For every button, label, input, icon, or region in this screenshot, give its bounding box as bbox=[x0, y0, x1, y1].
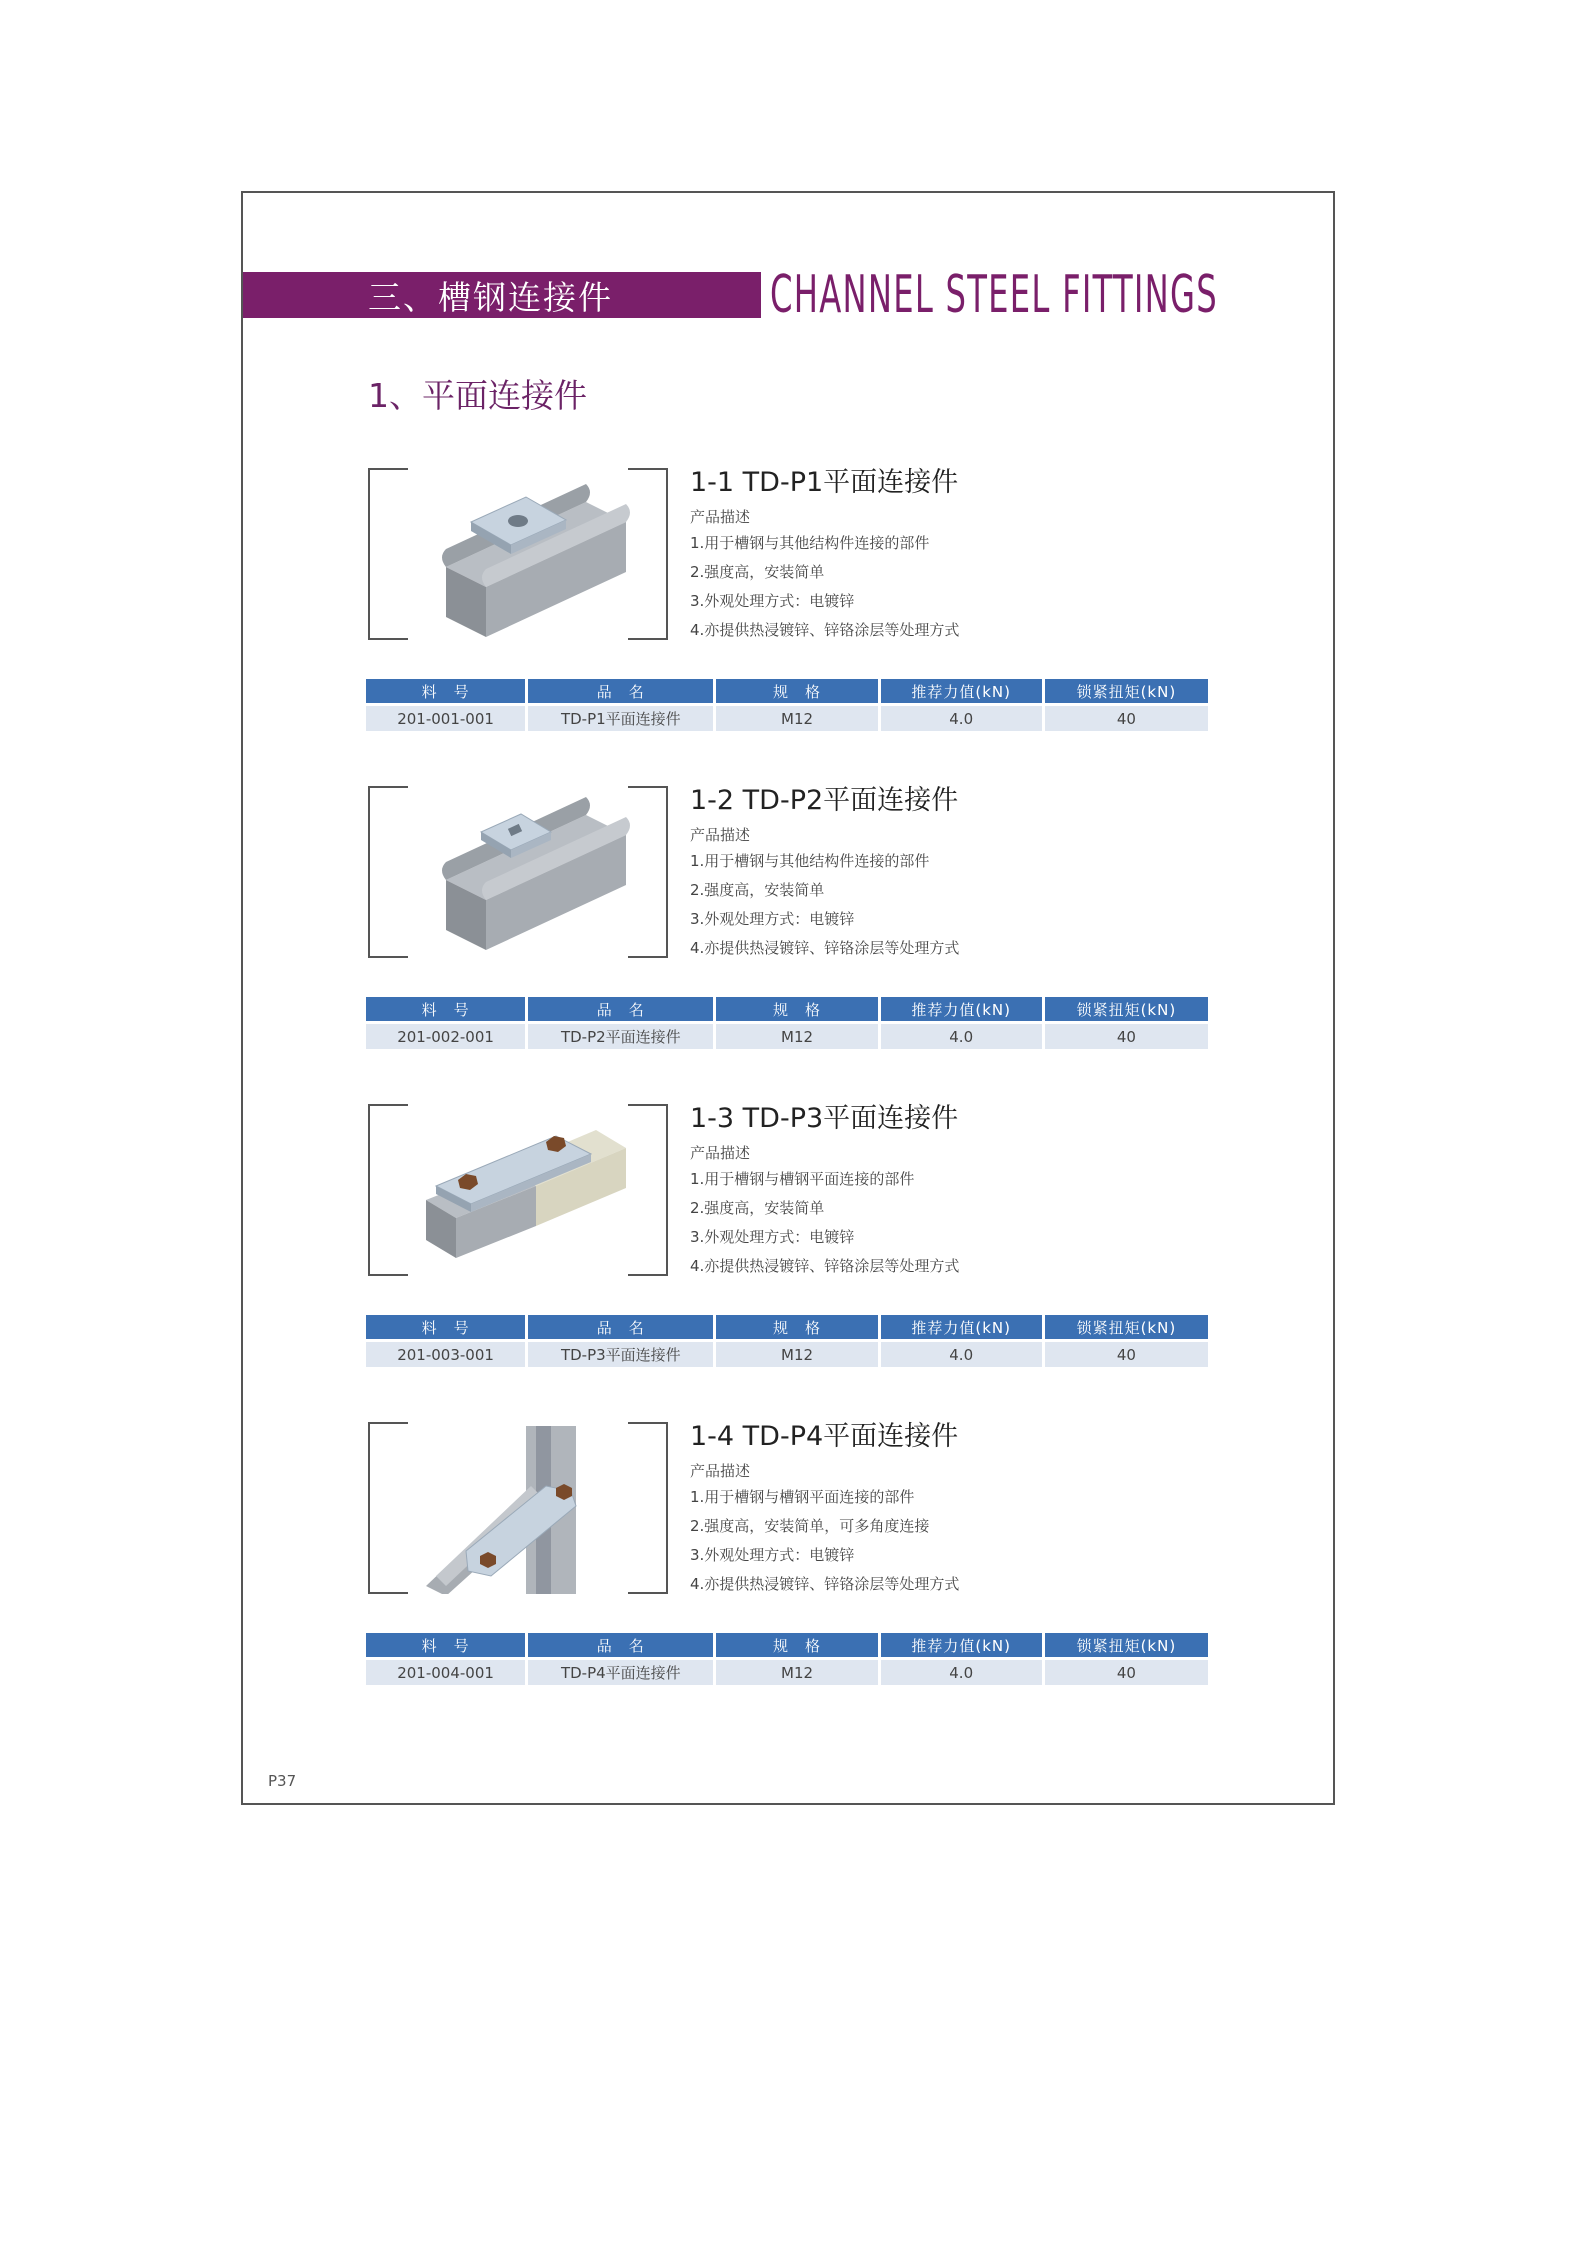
spec-table bbox=[363, 676, 1211, 734]
col-torque: 锁紧扭矩(kN) bbox=[1045, 679, 1208, 703]
col-name: 品 名 bbox=[528, 997, 713, 1021]
cell-torque: 40 bbox=[1045, 1342, 1208, 1367]
col-part-no: 料 号 bbox=[366, 997, 525, 1021]
product-desc-heading: 产品描述 bbox=[690, 1144, 751, 1162]
spec-table bbox=[363, 1630, 1211, 1688]
col-force: 推荐力值(kN) bbox=[881, 1633, 1042, 1657]
desc-item: 4.亦提供热浸镀锌、锌铬涂层等处理方式 bbox=[690, 1575, 960, 1593]
product-desc-heading: 产品描述 bbox=[690, 826, 751, 844]
banner-title-cn: 三、槽钢连接件 bbox=[368, 277, 613, 317]
desc-item: 4.亦提供热浸镀锌、锌铬涂层等处理方式 bbox=[690, 621, 960, 639]
product-image bbox=[406, 1426, 632, 1594]
col-spec: 规 格 bbox=[716, 679, 877, 703]
col-force: 推荐力值(kN) bbox=[881, 997, 1042, 1021]
col-name: 品 名 bbox=[528, 1633, 713, 1657]
spec-header-row bbox=[366, 997, 1208, 1021]
spec-row bbox=[366, 1342, 1208, 1367]
bracket-right bbox=[628, 1422, 668, 1594]
product-title: 1-2 TD-P2平面连接件 bbox=[690, 785, 959, 816]
spec-row bbox=[366, 706, 1208, 731]
desc-item: 4.亦提供热浸镀锌、锌铬涂层等处理方式 bbox=[690, 1257, 960, 1275]
cell-name: TD-P1平面连接件 bbox=[528, 706, 713, 731]
product-desc-heading: 产品描述 bbox=[690, 508, 751, 526]
product-card bbox=[366, 468, 1212, 768]
cell-name: TD-P2平面连接件 bbox=[528, 1024, 713, 1049]
col-part-no: 料 号 bbox=[366, 679, 525, 703]
cell-part-no: 201-002-001 bbox=[366, 1024, 525, 1049]
col-name: 品 名 bbox=[528, 679, 713, 703]
cell-name: TD-P3平面连接件 bbox=[528, 1342, 713, 1367]
spec-table bbox=[363, 1312, 1211, 1370]
col-spec: 规 格 bbox=[716, 1315, 877, 1339]
col-name: 品 名 bbox=[528, 1315, 713, 1339]
cell-spec: M12 bbox=[716, 1024, 877, 1049]
banner-title-en: CHANNEL STEEL FITTINGS bbox=[770, 265, 1218, 325]
desc-item: 3.外观处理方式：电镀锌 bbox=[690, 1546, 855, 1564]
bracket-right bbox=[628, 786, 668, 958]
product-title: 1-4 TD-P4平面连接件 bbox=[690, 1421, 959, 1452]
cell-force: 4.0 bbox=[881, 1660, 1042, 1685]
cell-torque: 40 bbox=[1045, 1660, 1208, 1685]
desc-item: 1.用于槽钢与槽钢平面连接的部件 bbox=[690, 1170, 915, 1188]
section-title: 1、平面连接件 bbox=[368, 376, 587, 415]
cell-spec: M12 bbox=[716, 706, 877, 731]
desc-item: 1.用于槽钢与其他结构件连接的部件 bbox=[690, 852, 930, 870]
section-banner bbox=[243, 272, 761, 318]
spec-row bbox=[366, 1660, 1208, 1685]
col-torque: 锁紧扭矩(kN) bbox=[1045, 997, 1208, 1021]
desc-item: 3.外观处理方式：电镀锌 bbox=[690, 910, 855, 928]
desc-item: 3.外观处理方式：电镀锌 bbox=[690, 1228, 855, 1246]
desc-item: 2.强度高，安装简单 bbox=[690, 881, 825, 899]
bracket-right bbox=[628, 1104, 668, 1276]
product-desc-heading: 产品描述 bbox=[690, 1462, 751, 1480]
product-card bbox=[366, 1422, 1212, 1722]
desc-item: 2.强度高，安装简单 bbox=[690, 563, 825, 581]
cell-spec: M12 bbox=[716, 1660, 877, 1685]
desc-item: 3.外观处理方式：电镀锌 bbox=[690, 592, 855, 610]
cell-force: 4.0 bbox=[881, 706, 1042, 731]
desc-item: 2.强度高，安装简单 bbox=[690, 1199, 825, 1217]
desc-item: 1.用于槽钢与槽钢平面连接的部件 bbox=[690, 1488, 915, 1506]
col-part-no: 料 号 bbox=[366, 1315, 525, 1339]
bracket-left bbox=[368, 468, 408, 640]
cell-spec: M12 bbox=[716, 1342, 877, 1367]
product-image bbox=[406, 790, 632, 958]
spec-row bbox=[366, 1024, 1208, 1049]
page-number: P37 bbox=[268, 1772, 297, 1790]
col-part-no: 料 号 bbox=[366, 1633, 525, 1657]
desc-item: 2.强度高，安装简单，可多角度连接 bbox=[690, 1517, 930, 1535]
cell-part-no: 201-003-001 bbox=[366, 1342, 525, 1367]
cell-part-no: 201-001-001 bbox=[366, 706, 525, 731]
product-title: 1-3 TD-P3平面连接件 bbox=[690, 1103, 959, 1134]
spec-header-row bbox=[366, 679, 1208, 703]
cell-force: 4.0 bbox=[881, 1342, 1042, 1367]
product-card bbox=[366, 1104, 1212, 1404]
spec-table bbox=[363, 994, 1211, 1052]
bracket-right bbox=[628, 468, 668, 640]
desc-item: 4.亦提供热浸镀锌、锌铬涂层等处理方式 bbox=[690, 939, 960, 957]
spec-header-row bbox=[366, 1633, 1208, 1657]
cell-torque: 40 bbox=[1045, 1024, 1208, 1049]
bracket-left bbox=[368, 1104, 408, 1276]
col-torque: 锁紧扭矩(kN) bbox=[1045, 1633, 1208, 1657]
col-torque: 锁紧扭矩(kN) bbox=[1045, 1315, 1208, 1339]
product-desc-list bbox=[690, 534, 959, 650]
product-image bbox=[406, 472, 632, 640]
bracket-left bbox=[368, 1422, 408, 1594]
product-title: 1-1 TD-P1平面连接件 bbox=[690, 467, 959, 498]
product-card bbox=[366, 786, 1212, 1086]
cell-part-no: 201-004-001 bbox=[366, 1660, 525, 1685]
spec-header-row bbox=[366, 1315, 1208, 1339]
desc-item: 1.用于槽钢与其他结构件连接的部件 bbox=[690, 534, 930, 552]
product-desc-list bbox=[690, 1170, 959, 1286]
cell-torque: 40 bbox=[1045, 706, 1208, 731]
cell-force: 4.0 bbox=[881, 1024, 1042, 1049]
col-force: 推荐力值(kN) bbox=[881, 1315, 1042, 1339]
product-desc-list bbox=[690, 852, 959, 968]
col-spec: 规 格 bbox=[716, 1633, 877, 1657]
bracket-left bbox=[368, 786, 408, 958]
cell-name: TD-P4平面连接件 bbox=[528, 1660, 713, 1685]
product-desc-list bbox=[690, 1488, 959, 1604]
product-image bbox=[406, 1108, 632, 1276]
col-spec: 规 格 bbox=[716, 997, 877, 1021]
col-force: 推荐力值(kN) bbox=[881, 679, 1042, 703]
